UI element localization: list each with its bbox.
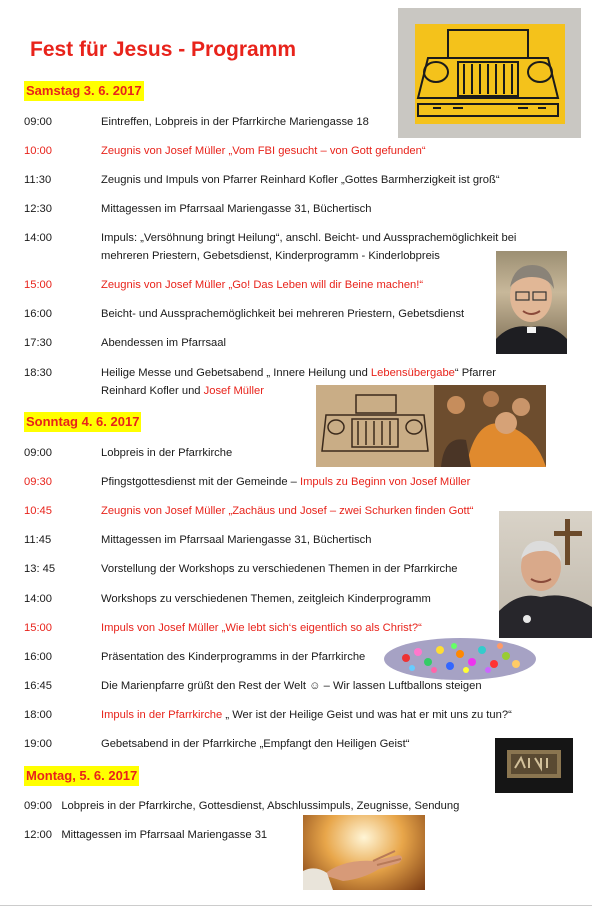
row-time: 10:00 xyxy=(24,145,52,157)
row-time: 12:00 xyxy=(24,829,52,841)
row-text-highlight: Impuls zu Beginn von Josef Müller xyxy=(300,476,471,488)
row-time: 15:00 xyxy=(24,622,52,634)
row-text-part: Pfingstgottesdienst mit der Gemeinde – xyxy=(101,476,300,488)
row-time: 13: 45 xyxy=(24,563,56,575)
row-text: Die Marienpfarre grüßt den Rest der Welt ☺ – Wir lassen Luftballons steigen xyxy=(101,680,482,692)
row-text-highlight: Josef Müller xyxy=(203,385,264,397)
row-text: Lobpreis in der Pfarrkirche, Gottesdienst, Abschlussimpuls, Zeugnisse, Sendung xyxy=(61,800,460,812)
row-time: 16:45 xyxy=(24,680,52,692)
row-time: 14:00 xyxy=(24,593,52,605)
row-text-part: „ Wer ist der Heilige Geist und was hat er mit uns zu tun?“ xyxy=(222,709,512,721)
row-text-highlight: Lebensübergabe xyxy=(370,367,455,379)
row-time: 16:00 xyxy=(24,308,52,320)
schedule-row xyxy=(24,826,267,844)
priest-photo xyxy=(496,251,567,354)
balloons-image xyxy=(384,638,536,680)
row-text: Zeugnis von Josef Müller „Go! Das Leben will dir Beine machen!“ xyxy=(101,279,424,291)
row-text: Impuls: „Versöhnung bringt Heilung“, anschl. Beicht- und Aussprachemöglichkeit bei mehreren Priestern, Gebetsdienst, Kinderprogramm - Kinderlobpreis xyxy=(101,232,517,262)
row-text: Zeugnis von Josef Müller „Zachäus und Josef – zwei Schurken finden Gott“ xyxy=(101,505,474,517)
day-header-saturday: Samstag 3. 6. 2017 xyxy=(24,81,144,101)
row-time: 09:00 xyxy=(24,116,52,128)
schedule-row xyxy=(24,797,459,815)
row-text: Zeugnis und Impuls von Pfarrer Reinhard Kofler „Gottes Barmherzigkeit ist groß“ xyxy=(101,174,500,186)
day-header-sunday: Sonntag 4. 6. 2017 xyxy=(24,412,141,432)
row-text: Vorstellung der Workshops zu verschiedenen Themen in der Pfarrkirche xyxy=(101,563,458,575)
page-title: Fest für Jesus - Programm xyxy=(30,38,297,61)
row-text: Workshops zu verschiedenen Themen, zeitgleich Kinderprogramm xyxy=(101,593,431,605)
hand-image xyxy=(303,815,425,890)
row-text xyxy=(101,473,561,491)
row-text-highlight: Impuls in der Pfarrkirche xyxy=(101,709,223,721)
day-header-monday: Montag, 5. 6. 2017 xyxy=(24,766,139,786)
row-time: 19:00 xyxy=(24,738,52,750)
row-text: Beicht- und Aussprachemöglichkeit bei mehreren Priestern, Gebetsdienst xyxy=(101,308,465,320)
row-text: Lobpreis in der Pfarrkirche xyxy=(101,447,233,459)
row-text-part: “ Pfarrer Reinhard Kofler und xyxy=(101,367,496,397)
row-time: 09:00 xyxy=(24,447,52,459)
row-text: Mittagessen im Pfarrsaal Mariengasse 31, Büchertisch xyxy=(101,203,372,215)
row-text: Mittagessen im Pfarrsaal Mariengasse 31, Büchertisch xyxy=(101,534,372,546)
pastor-photo xyxy=(499,511,592,638)
row-time: 11:45 xyxy=(24,534,52,546)
row-text-part: Heilige Messe und Gebetsabend „ Innere Heilung und xyxy=(101,367,371,379)
sign-image xyxy=(495,738,573,793)
row-text: Impuls von Josef Müller „Wie lebt sich‘s eigentlich so als Christ?“ xyxy=(101,622,422,634)
row-text: Zeugnis von Josef Müller „Vom FBI gesucht – von Gott gefunden“ xyxy=(101,145,426,157)
row-text xyxy=(101,706,561,724)
row-time: 14:00 xyxy=(24,232,52,244)
row-time: 18:30 xyxy=(24,367,52,379)
row-text: Präsentation des Kinderprogramms in der Pfarrkirche xyxy=(101,651,366,663)
row-time: 12:30 xyxy=(24,203,52,215)
row-time: 16:00 xyxy=(24,651,52,663)
row-text: Abendessen im Pfarrsaal xyxy=(101,337,226,349)
page-bottom-border xyxy=(0,905,592,906)
row-time: 11:30 xyxy=(24,174,52,186)
row-time: 18:00 xyxy=(24,709,52,721)
row-text: Mittagessen im Pfarrsaal Mariengasse 31 xyxy=(61,829,268,841)
row-time: 17:30 xyxy=(24,337,52,349)
row-time: 09:30 xyxy=(24,476,52,488)
row-time: 09:00 xyxy=(24,800,52,812)
row-text: Gebetsabend in der Pfarrkirche „Empfangt den Heiligen Geist“ xyxy=(101,738,410,750)
row-time: 15:00 xyxy=(24,279,52,291)
row-time: 10:45 xyxy=(24,505,52,517)
row-text: Eintreffen, Lobpreis in der Pfarrkirche Mariengasse 18 xyxy=(101,116,369,128)
